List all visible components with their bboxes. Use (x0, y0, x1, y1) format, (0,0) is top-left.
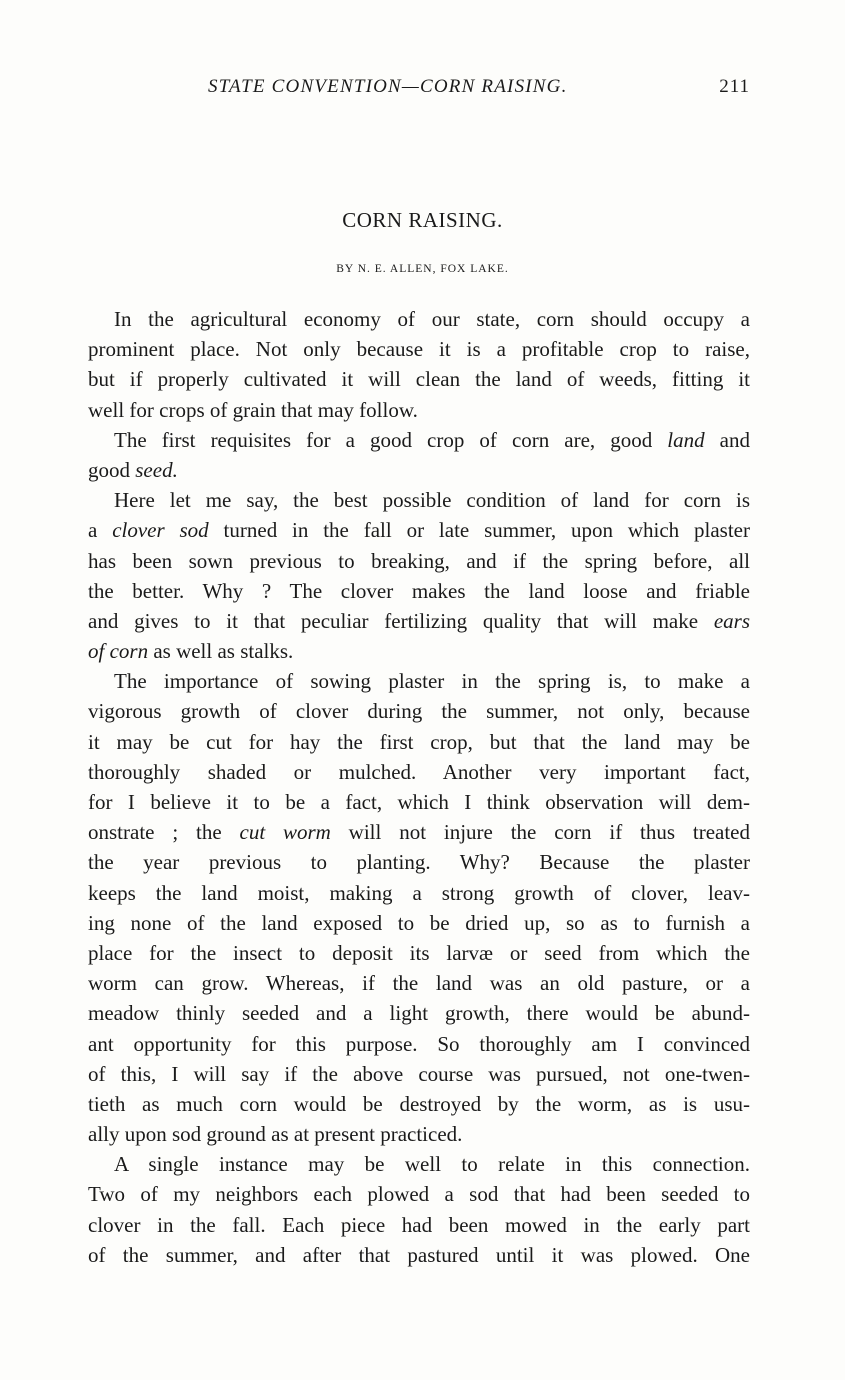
emphasis: clover sod (112, 518, 209, 543)
article-byline: BY N. E. ALLEN, FOX LAKE. (336, 263, 509, 275)
text-line: of the summer, and after that pastured until it was plowed. One (88, 1242, 750, 1267)
text-line: for I believe it to be a fact, which I think observation will dem- (88, 790, 750, 814)
text-line: keeps the land moist, making a strong growth of clover, leav- (88, 880, 750, 905)
paragraph-2 (88, 425, 750, 485)
text-line: The importance of sowing plaster in the spring is, to make a (114, 669, 750, 694)
text-line: ant opportunity for this purpose. So thoroughly am I convinced (88, 1031, 750, 1056)
running-head (80, 76, 750, 104)
text-line: the better. Why ? The clover makes the land loose and friable (88, 578, 750, 603)
article-title: CORN RAISING. (342, 208, 503, 232)
paragraph-1 (88, 304, 750, 425)
running-title: STATE CONVENTION—CORN RAISING. (208, 76, 568, 97)
text-line: clover in the fall. Each piece had been mowed in the early part (88, 1212, 750, 1237)
text-line (88, 817, 750, 847)
text-run: and (704, 427, 750, 452)
text-line: ing none of the land exposed to be dried up, so as to furnish a (88, 910, 750, 935)
emphasis: ears (713, 608, 750, 633)
text-line (88, 455, 750, 485)
page-number: 211 (719, 76, 750, 97)
paragraph-3 (88, 485, 750, 666)
text-line (88, 606, 750, 636)
emphasis: seed. (135, 457, 178, 482)
text-line: In the agricultural economy of our state, corn should occupy a (114, 307, 750, 331)
text-line: well for crops of grain that may follow. (88, 397, 418, 422)
text-line: prominent place. Not only because it is a profitable crop to raise, (88, 337, 750, 362)
text-line (88, 515, 750, 545)
text-line: but if properly cultivated it will clean the land of weeds, fitting it (88, 367, 750, 392)
text-line: it may be cut for hay the first crop, but that the land may be (88, 729, 750, 754)
text-run: as well as stalks. (148, 639, 294, 664)
paragraph-4 (88, 666, 750, 1149)
text-line: has been sown previous to breaking, and if the spring before, all (88, 548, 750, 573)
text-line: thoroughly shaded or mulched. Another very important fact, (88, 759, 750, 784)
text-line: Here let me say, the best possible condition of land for corn is (114, 488, 750, 513)
article-body (88, 304, 750, 1270)
text-line (88, 636, 750, 666)
text-line: Two of my neighbors each plowed a sod that had been seeded to (88, 1182, 750, 1207)
paragraph-5 (88, 1149, 750, 1270)
text-run: onstrate ; the (88, 820, 240, 845)
text-run: will not injure the corn if thus treated (330, 820, 750, 845)
text-line: ally upon sod ground as at present practiced. (88, 1122, 463, 1147)
text-run: and gives to it that peculiar fertilizing quality that will make (88, 608, 714, 633)
emphasis: cut worm (239, 820, 331, 845)
text-line: tieth as much corn would be destroyed by the worm, as is usu- (88, 1091, 750, 1116)
text-run: The first requisites for a good crop of corn are, good (114, 427, 668, 452)
text-line: of this, I will say if the above course was pursued, not one-twen- (88, 1061, 750, 1086)
text-run: good (88, 457, 136, 482)
emphasis: land (667, 427, 705, 452)
emphasis: of corn (88, 639, 149, 664)
text-run: a (88, 518, 113, 543)
text-line: vigorous growth of clover during the summer, not only, because (88, 699, 750, 724)
text-line (88, 425, 750, 455)
text-line: the year previous to planting. Why? Because the plaster (88, 850, 750, 875)
text-run: turned in the fall or late summer, upon which plaster (208, 518, 750, 543)
text-line: place for the insect to deposit its larvæ or seed from which the (88, 940, 750, 965)
text-line: A single instance may be well to relate in this connection. (114, 1152, 750, 1177)
text-line: meadow thinly seeded and a light growth, there would be abund- (88, 1001, 750, 1026)
text-line: worm can grow. Whereas, if the land was an old pasture, or a (88, 971, 750, 996)
